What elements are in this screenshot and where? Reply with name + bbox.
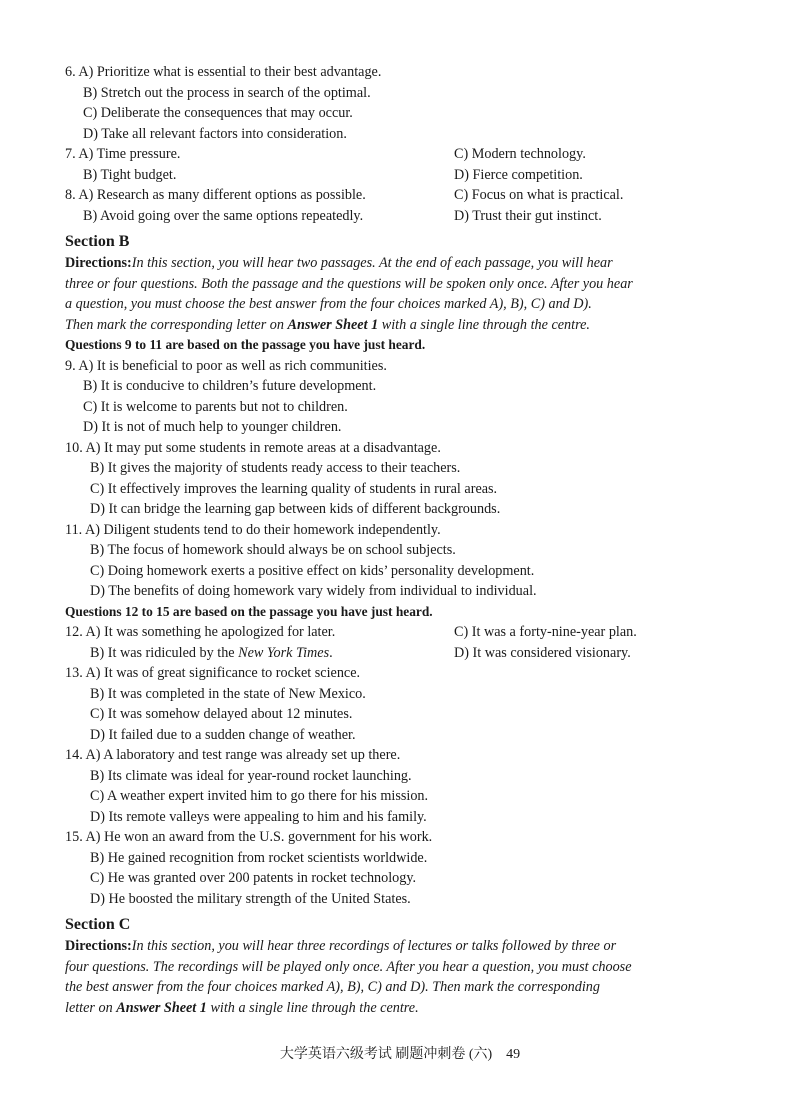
section-c-directions-label: Directions: — [65, 938, 132, 954]
q12-row-2 — [65, 643, 745, 664]
q8-option-a: 8. A) Research as many different options as possible. — [65, 187, 366, 203]
q13-option-b: B) It was completed in the state of New Mexico. — [90, 685, 366, 702]
q14-option-b: B) Its climate was ideal for year-round rocket launching. — [90, 767, 412, 784]
q15-option-c: C) He was granted over 200 patents in rocket technology. — [90, 870, 417, 886]
q15-option-d: D) He boosted the military strength of the United States. — [90, 890, 411, 907]
answer-sheet-label: Answer Sheet 1 — [287, 316, 379, 333]
section-b-dir-line-4 — [65, 315, 745, 336]
section-b-dir-4c: with a single line through the centre. — [378, 316, 590, 333]
q8-row-1 — [65, 185, 745, 206]
q11-option-a: 11. A) Diligent students tend to do their homework independently. — [65, 521, 441, 538]
newspaper-name: New York Times — [238, 644, 330, 661]
section-b-directions-label: Directions: — [65, 255, 132, 271]
section-b-dir-line-1: In this section, you will hear two passages. At the end of each passage, you will hear — [131, 255, 613, 271]
section-c-dir-line-2: four questions. The recordings will be played only once. After you hear a question, you must choose — [65, 958, 632, 975]
q9-option-d: D) It is not of much help to younger children. — [83, 419, 342, 435]
q10-option-c: C) It effectively improves the learning quality of students in rural areas. — [90, 480, 498, 497]
answer-sheet-label-c: Answer Sheet 1 — [116, 999, 207, 1016]
q10-option-d: D) It can bridge the learning gap between kids of different backgrounds. — [90, 501, 501, 517]
section-c-dir-4c: with a single line through the centre. — [206, 999, 419, 1016]
q7-row-1 — [65, 144, 745, 165]
q11-option-c: C) Doing homework exerts a positive effect on kids’ personality development. — [90, 562, 535, 579]
q13-option-a: 13. A) It was of great significance to rocket science. — [65, 665, 361, 681]
q8-option-b: B) Avoid going over the same options repeatedly. — [83, 207, 364, 224]
page-footer: 大学英语六级考试 刷题冲刺卷 (六) 49 — [279, 1047, 521, 1062]
section-b-title: Section B — [65, 233, 130, 250]
q13-option-c: C) It was somehow delayed about 12 minutes. — [90, 706, 353, 722]
q10-option-a: 10. A) It may put some students in remote areas at a disadvantage. — [65, 439, 441, 456]
q6-option-a: 6. A) Prioritize what is essential to their best advantage. — [65, 64, 382, 80]
q7-row-2 — [65, 165, 745, 186]
section-c-directions — [65, 936, 745, 1018]
section-c-dir-4a: letter on — [65, 999, 117, 1016]
q7-option-c: C) Modern technology. — [454, 146, 586, 162]
q14-option-c: C) A weather expert invited him to go there for his mission. — [90, 788, 429, 804]
q14-option-a: 14. A) A laboratory and test range was already set up there. — [65, 747, 401, 763]
q12-option-b — [90, 645, 333, 661]
q6-option-c: C) Deliberate the consequences that may occur. — [83, 105, 353, 121]
q8-row-2 — [65, 206, 745, 227]
q9-option-a: 9. A) It is beneficial to poor as well as rich communities. — [65, 357, 387, 374]
q9-option-c: C) It is welcome to parents but not to children. — [83, 398, 348, 415]
section-c-dir-line-3: the best answer from the four choices marked A), B), C) and D). Then mark the corresponding — [65, 979, 600, 995]
q7-option-a: 7. A) Time pressure. — [65, 146, 181, 162]
q6-option-b: B) Stretch out the process in search of the optimal. — [83, 84, 371, 101]
q12-option-c: C) It was a forty-nine-year plan. — [454, 624, 637, 640]
q11-option-b: B) The focus of homework should always be on school subjects. — [90, 542, 456, 558]
q12-option-b-end: . — [329, 644, 333, 661]
exam-page — [65, 62, 745, 1018]
q6-option-d: D) Take all relevant factors into consideration. — [83, 125, 347, 142]
section-c-dir-line-1: In this section, you will hear three recordings of lectures or talks followed by three or — [131, 938, 617, 954]
q13-option-d: D) It failed due to a sudden change of weather. — [90, 726, 356, 743]
section-b-directions — [65, 253, 745, 335]
q7-option-b: B) Tight budget. — [83, 166, 177, 183]
questions-12-15-heading: Questions 12 to 15 are based on the passage you have just heard. — [65, 603, 433, 619]
q9-option-b: B) It is conducive to children’s future development. — [83, 378, 377, 394]
questions-9-11-heading: Questions 9 to 11 are based on the passage you have just heard. — [65, 337, 426, 352]
q12-row-1 — [65, 622, 745, 643]
section-b-dir-line-2: three or four questions. Both the passage and the questions will be spoken only once. After you hear — [65, 275, 633, 292]
q10-option-b: B) It gives the majority of students ready access to their teachers. — [90, 460, 461, 476]
q8-option-d: D) Trust their gut instinct. — [454, 207, 602, 224]
q7-option-d: D) Fierce competition. — [454, 166, 583, 183]
q11-option-d: D) The benefits of doing homework vary widely from individual to individual. — [90, 583, 537, 599]
q12-option-b-text: B) It was ridiculed by the — [90, 644, 239, 661]
section-c-title: Section C — [65, 916, 131, 933]
q14-option-d: D) Its remote valleys were appealing to him and his family. — [90, 808, 427, 825]
section-b-dir-line-3: a question, you must choose the best answer from the four choices marked A), B), C) and D). — [65, 296, 592, 312]
section-c-dir-line-4 — [65, 998, 745, 1019]
q12-option-d: D) It was considered visionary. — [454, 644, 631, 661]
section-b-dir-4a: Then mark the corresponding letter on — [65, 316, 288, 333]
q12-option-a: 12. A) It was something he apologized for later. — [65, 624, 336, 640]
q15-option-a: 15. A) He won an award from the U.S. government for his work. — [65, 829, 433, 845]
q8-option-c: C) Focus on what is practical. — [454, 187, 624, 203]
q15-option-b: B) He gained recognition from rocket scientists worldwide. — [90, 849, 428, 866]
